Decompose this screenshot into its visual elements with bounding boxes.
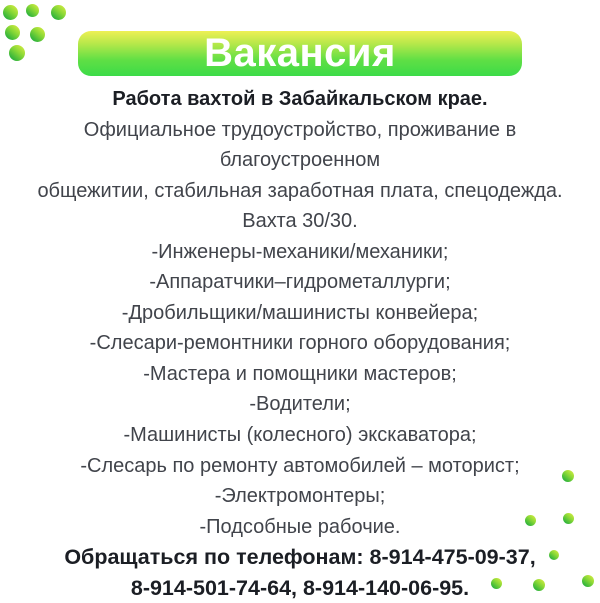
page-title: Вакансия: [204, 31, 396, 75]
green-dot-icon: [51, 5, 66, 20]
body-line: -Слесарь по ремонту автомобилей – моторист;: [80, 454, 520, 477]
green-dot-icon: [582, 575, 594, 587]
green-dot-icon: [9, 45, 25, 61]
green-dot-icon: [26, 4, 39, 17]
body-line: -Аппаратчики–гидрометаллурги;: [149, 271, 451, 294]
body-line: -Подсобные рабочие.: [199, 515, 401, 538]
body-line: общежитии, стабильная заработная плата, спецодежда.: [37, 179, 563, 202]
green-dot-icon: [5, 25, 20, 40]
green-dot-icon: [30, 27, 45, 42]
body-line: -Слесари-ремонтники горного оборудования;: [89, 332, 511, 355]
body-line: -Машинисты (колесного) экскаватора;: [123, 424, 477, 447]
body-line: Работа вахтой в Забайкальском крае.: [112, 88, 488, 110]
body-line: -Инженеры-механики/механики;: [151, 240, 449, 263]
body-line: -Электромонтеры;: [214, 485, 386, 508]
green-dot-icon: [525, 515, 536, 526]
body-line: 8-914-501-74-64, 8-914-140-06-95.: [130, 575, 470, 600]
header-banner: [78, 31, 522, 76]
body-line: -Дробильщики/машинисты конвейера;: [121, 301, 479, 324]
body-line: Обращаться по телефонам: 8-914-475-09-37,: [64, 545, 536, 570]
green-dot-icon: [3, 5, 18, 20]
green-dot-icon: [563, 513, 574, 524]
body-text: [0, 84, 600, 603]
body-line: Вахта 30/30.: [242, 210, 358, 233]
body-line: благоустроенном: [219, 149, 381, 172]
green-dot-icon: [533, 579, 545, 591]
green-dot-icon: [549, 550, 559, 560]
green-dot-icon: [491, 578, 502, 589]
body-line: -Мастера и помощники мастеров;: [143, 362, 457, 385]
body-line: -Водители;: [249, 393, 351, 416]
body-line: Официальное трудоустройство, проживание в: [83, 118, 517, 141]
green-dot-icon: [562, 470, 574, 482]
